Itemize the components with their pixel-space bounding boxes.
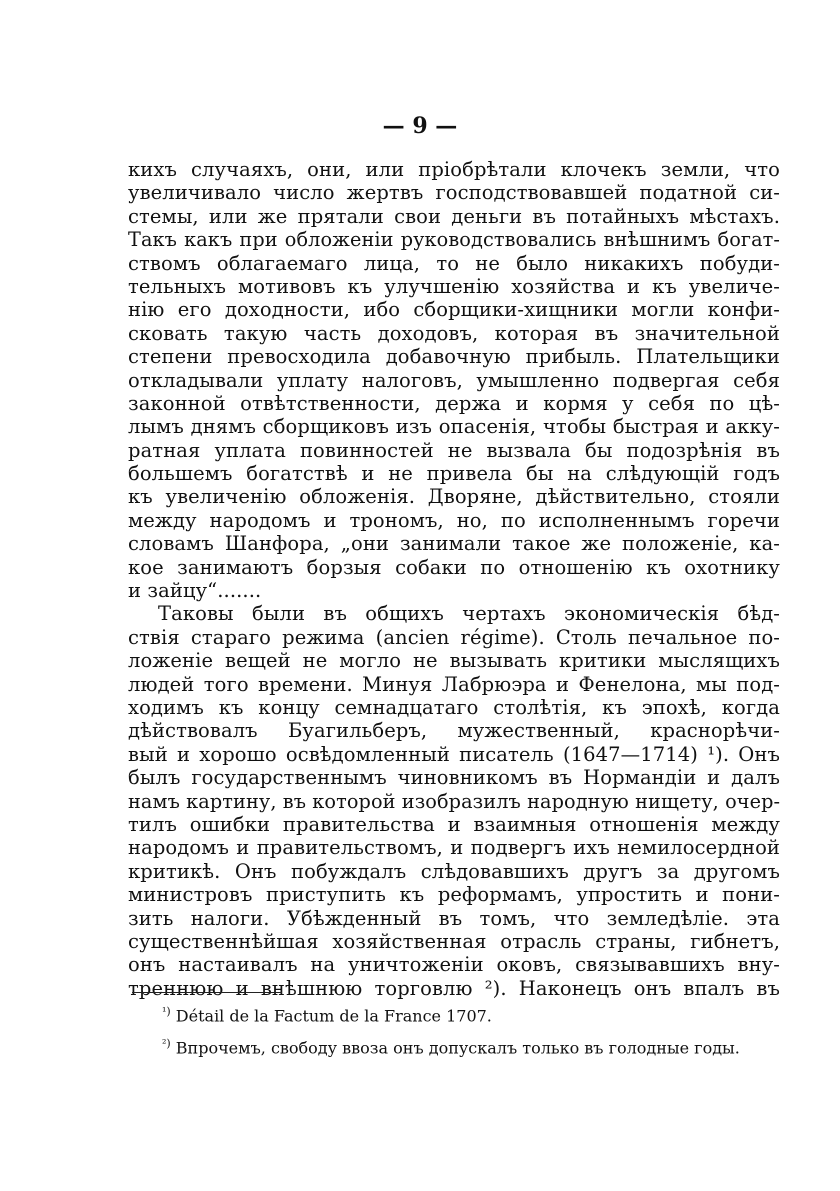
page-number: — 9 — [382,113,458,139]
footnote-1 [162,998,782,1030]
text-line: ратная уплата повинностей не вызвала бы подозрѣнія въ [128,438,780,462]
text-line: словамъ Шанфора, „они занимали такое же положеніе, ка- [128,532,780,556]
text-line: людей того времени. Минуя Лабрюэра и Фенелона, мы под- [128,672,780,696]
footnotes [162,998,782,1063]
text-line: зить налоги. Убѣжденный въ томъ, что земледѣліе. эта [128,906,780,930]
text-line: между народомъ и трономъ, но, по исполненнымъ горечи [128,508,780,532]
text-line: Таковы были въ общихъ чертахъ экономическія бѣд- [158,602,780,626]
text-line: большемъ богатствѣ и не привела бы на слѣдующій годъ [128,462,780,486]
text-line: тилъ ошибки правительства и взаимныя отношенія между [128,812,780,836]
text-line: дѣйствовалъ Буагильберъ, мужественный, краснорѣчи- [128,719,780,743]
text-line: тельныхъ мотивовъ къ улучшенію хозяйства и къ увеличе- [128,274,780,298]
footnote-2 [162,1030,782,1062]
text-line: ствомъ облагаемаго лица, то не было никакихъ побуди- [128,251,780,275]
text-line: степени превосходила добавочную прибыль. Плательщики [128,345,780,369]
text-line: откладывали уплату налоговъ, умышленно подвергая себя [128,368,780,392]
body-text [128,158,780,1000]
text-line: министровъ приступить къ реформамъ, упростить и пони- [128,883,780,907]
text-line: существеннѣйшая хозяйственная отрасль страны, гибнетъ, [128,929,780,953]
text-line: сковать такую часть доходовъ, которая въ значительной [128,321,780,345]
text-line: къ увеличенію обложенія. Дворяне, дѣйствительно, стояли [128,485,780,509]
footnote-text: Détail de la Factum de la France 1707. [175,1006,492,1026]
text-line: и зайцу“....... [128,579,262,603]
text-line: онъ настаивалъ на уничтоженіи оковъ, связывавшихъ вну- [128,953,780,977]
text-line: кихъ случаяхъ, они, или пріобрѣтали клочекъ земли, что [128,158,780,181]
text-line: увеличивало число жертвъ господствовавшей податной си- [128,181,780,205]
footnote-divider [132,992,282,993]
footnote-marker: ²) [162,1037,171,1051]
text-line: нію его доходности, ибо сборщики-хищники могли конфи- [128,298,780,322]
text-line: треннюю и внѣшнюю торговлю ²). Наконецъ онъ впалъ въ [128,976,780,1000]
text-line: Такъ какъ при обложеніи руководствовались внѣшнимъ богат- [128,228,780,252]
footnote-text: Впрочемъ, свободу ввоза онъ допускалъ только въ голодные годы. [175,1038,740,1058]
text-line: намъ картину, въ которой изобразилъ народную нищету, очер- [128,789,781,813]
text-line: ходимъ къ концу семнадцатаго столѣтія, къ эпохѣ, когда [128,695,780,719]
text-line: кое занимаютъ борзыя собаки по отношенію къ охотнику [128,555,780,579]
text-line: ствія стараго режима (ancien régime). Столь печальное по- [128,625,780,649]
text-line: стемы, или же прятали свои деньги въ потайныхъ мѣстахъ. [128,204,780,228]
text-line: народомъ и правительствомъ, и подвергъ ихъ немилосердной [128,836,780,860]
text-line: былъ государственнымъ чиновникомъ въ Нормандіи и далъ [128,766,780,790]
text-line: законной отвѣтственности, держа и кормя у себя по цѣ- [128,391,780,415]
text-line: лымъ днямъ сборщиковъ изъ опасенія, чтобы быстрая и акку- [128,415,780,439]
text-line: вый и хорошо освѣдомленный писатель (1647—1714) ¹). Онъ [128,742,780,766]
footnote-marker: ¹) [162,1005,171,1018]
text-line: ложеніе вещей не могло не вызывать критики мыслящихъ [128,649,780,673]
text-line: критикѣ. Онъ побуждалъ слѣдовавшихъ другъ за другомъ [128,859,780,883]
